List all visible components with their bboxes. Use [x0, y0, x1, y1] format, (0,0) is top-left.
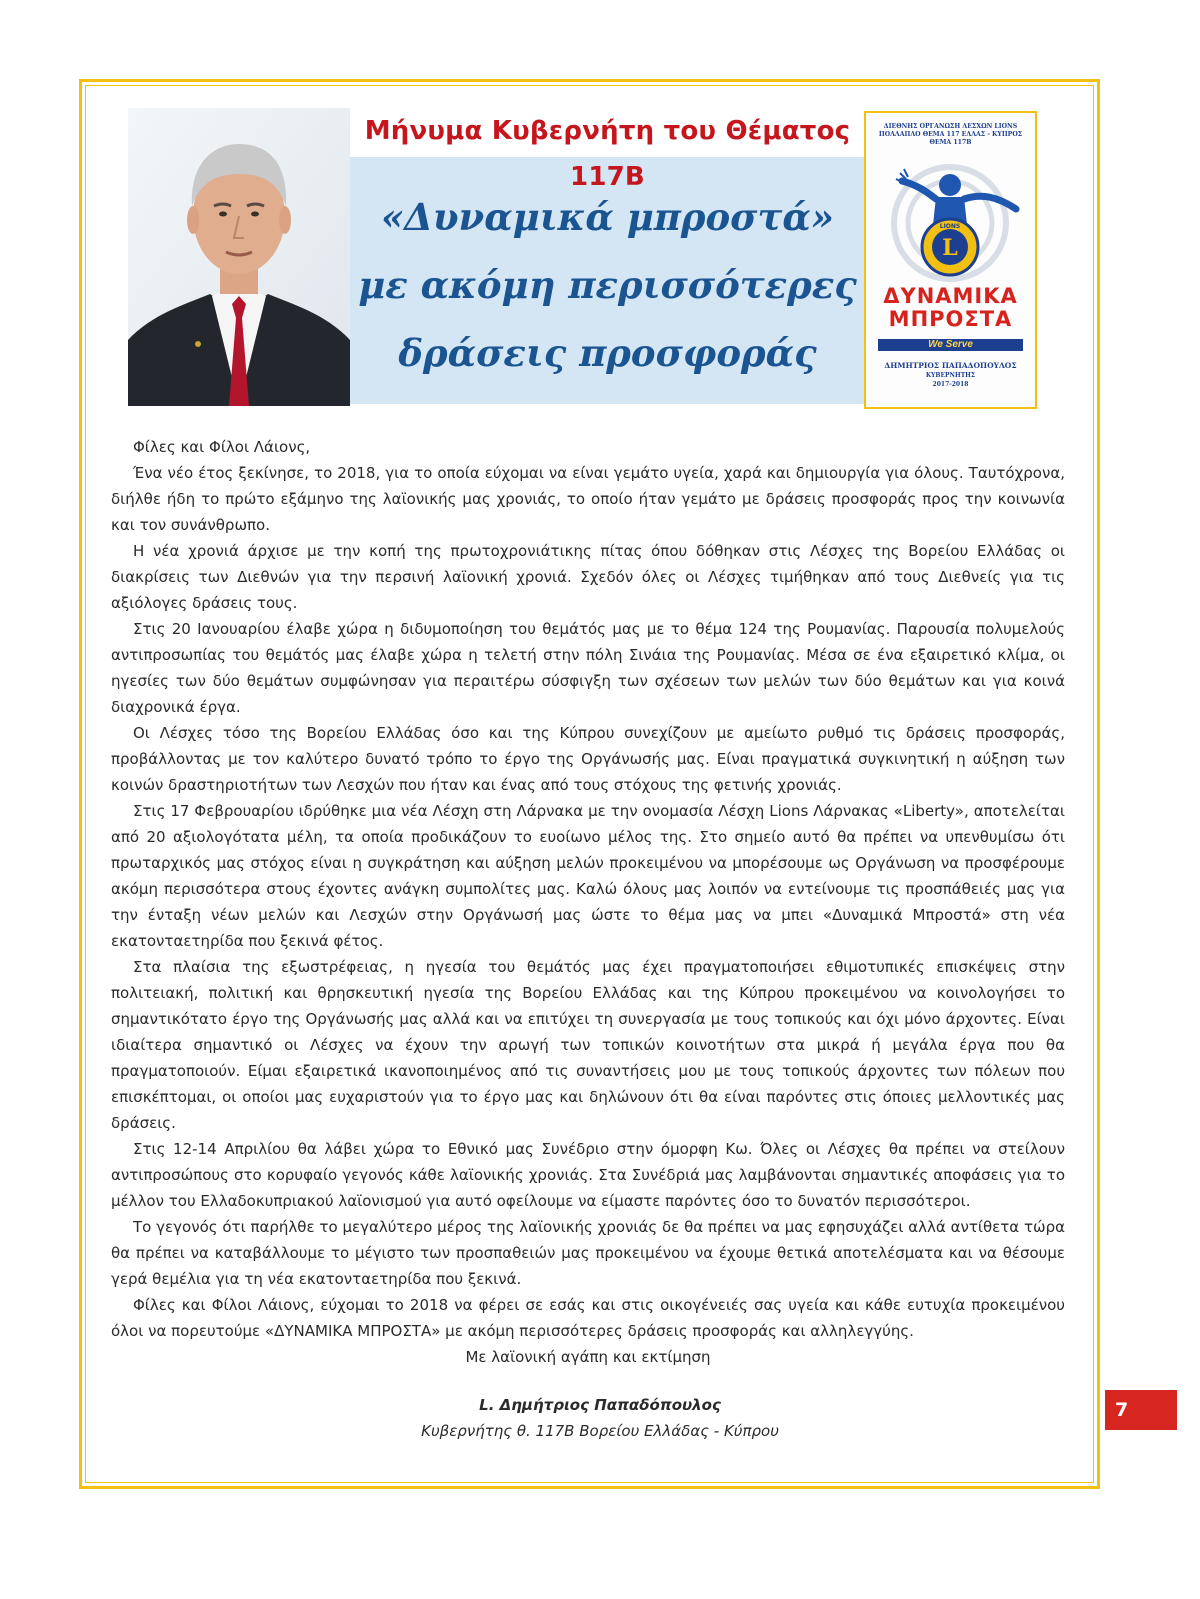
- logo-footer: ΔΗΜΗΤΡΙΟΣ ΠΑΠΑΔΟΠΟΥΛΟΣ ΚΥΒΕΡΝΗΤΗΣ 2017-2018: [884, 361, 1017, 388]
- signature-block: [250, 1392, 950, 1444]
- headline-line: με ακόμη περισσότερες: [358, 263, 857, 307]
- logo-slogan: ΔΥΝΑΜΙΚΑ ΜΠΡΟΣΤΑ: [883, 284, 1018, 331]
- headline-quote: [350, 183, 865, 387]
- svg-text:L: L: [942, 235, 958, 261]
- signature-name: L. Δημήτριος Παπαδόπουλος: [479, 1396, 721, 1414]
- logo-organization: ΔΙΕΘΝΗΣ ΟΡΓΑΝΩΣΗ ΛΕΣΧΩΝ LIONS ΠΟΛΛΑΠΛΟ ΘΕΜΑ 117 ΕΛΛΑΣ - ΚΥΠΡΟΣ ΘΕΜΑ 117Β: [878, 123, 1023, 146]
- letter-greeting: Φίλες και Φίλοι Λάιονς,: [133, 438, 311, 456]
- district-logo: [864, 111, 1037, 409]
- emblem-label: LIONS: [939, 223, 961, 230]
- letter-closing: Με λαϊονική αγάπη και εκτίμηση: [465, 1348, 711, 1366]
- letter-paragraph: Στις 17 Φεβρουαρίου ιδρύθηκε μια νέα Λέσχη στη Λάρνακα με την ονομασία Λέσχη Lions Λάρνακας «Liberty», αποτελείται από 20 αξιολογότατα μέλη, τα οποία προδικάζουν το ευοίωνο μέλος της. Στο σημείο αυτό θα πρέπει να υπενθυμίσω ότι πρωταρχικός μας στόχος είναι η συγκράτηση και αύξηση μελών προκειμένου να μπορέσουμε ως Οργάνωση να προσφέρουμε ακόμη περισσότερα στους έχοντες ανάγκη συμπολίτες μας. Καλώ όλους μας λοιπόν να εντείνουμε τις προσπάθειές μας για την ένταξη νέων μελών και Λεσχών στην Οργάνωσή μας ώστε το θέμα μας να μπει «Δυναμικά Μπροστά» στη νέα εκατονταετηρίδα που ξεκινά φέτος.: [111, 802, 1065, 950]
- signature-role: Κυβερνήτης θ. 117Β Βορείου Ελλάδας - Κύπρου: [421, 1422, 779, 1440]
- letter-paragraph: Το γεγονός ότι παρήλθε το μεγαλύτερο μέρος της λαϊονικής χρονιάς δε θα πρέπει να μας εφησυχάζει αλλά αντίθετα τώρα θα πρέπει να καταβάλλουμε το μέγιστο των προσπαθειών μας προκειμένου να έχουμε θετικά αποτελέσματα και να θέσουμε γερά θεμέλια για τη νέα εκατονταετηρίδα που ξεκινά.: [111, 1218, 1065, 1288]
- section-title: Μήνυμα Κυβερνήτη του Θέματος 117Β: [364, 116, 851, 192]
- letter-paragraph: Οι Λέσχες τόσο της Βορείου Ελλάδας όσο και της Κύπρου συνεχίζουν με αμείωτο ρυθμό τις δράσεις προσφοράς, προβάλλοντας με τον καλύτερο δυνατό τρόπο το έργο της Οργάνωσής μας. Είναι πραγματικά συγκινητική η αύξηση των κοινών δραστηριοτήτων των Λεσχών που ήταν και ένας από τους στόχους της φετινής χρονιάς.: [111, 724, 1065, 794]
- letter-paragraph: Φίλες και Φίλοι Λάιονς, εύχομαι το 2018 να φέρει σε εσάς και στις οικογένειές σας υγεία και κάθε ευτυχία προκειμένου όλοι να πορευτούμε «ΔΥΝΑΜΙΚΑ ΜΠΡΟΣΤΑ» με ακόμη περισσότερες δράσεις προσφοράς και αλληλεγγύης.: [111, 1296, 1065, 1340]
- letter-paragraph: Ένα νέο έτος ξεκίνησε, το 2018, για το οποία εύχομαι να είναι γεμάτο υγεία, χαρά και δημιουργία για όλους. Ταυτόχρονα, διήλθε ήδη το πρώτο εξάμηνο της λαϊονικής μας χρονιάς, το οποίο ήταν γεμάτο με δράσεις προσφοράς προς την κοινωνία και τον συνάνθρωπο.: [111, 464, 1065, 534]
- lions-emblem-icon: [920, 217, 980, 277]
- letter-paragraph: Η νέα χρονιά άρχισε με την κοπή της πρωτοχρονιάτικης πίτας όπου δόθηκαν στις Λέσχες της Βορείου Ελλάδας οι διακρίσεις των Διεθνών για την περσινή λαϊονική χρονιά. Σχεδόν όλες οι Λέσχες τιμήθηκαν από τους Διεθνείς για τις αξιόλογες δράσεις τους.: [111, 542, 1065, 612]
- letter-paragraph: Στις 12-14 Απριλίου θα λάβει χώρα το Εθνικό μας Συνέδριο στην όμορφη Κω. Όλες οι Λέσχες θα πρέπει να στείλουν αντιπροσώπους στο κορυφαίο γεγονός κάθε λαϊονικής χρονιάς. Στα Συνέδριά μας λαμβάνονται σημαντικές αποφάσεις για το μέλλον του Ελλαδοκυπριακού λαϊονισμού για αυτό οφείλουμε να είμαστε παρόντες όσο το δυνατόν περισσότεροι.: [111, 1140, 1065, 1210]
- page-number-tab: 7: [1105, 1390, 1177, 1430]
- governor-portrait: [128, 108, 350, 406]
- letter-paragraph: Στις 20 Ιανουαρίου έλαβε χώρα η διδυμοποίηση του θεμάτός μας με το θέμα 124 της Ρουμανίας. Παρουσία πολυμελούς αντιπροσωπίας του θεμάτός μας έλαβε χώρα η τελετή στην πόλη Σινάια της Ρουμανίας. Μέσα σε ένα εξαιρετικό κλίμα, οι ηγεσίες των δύο θεμάτων συμφώνησαν για περαιτέρω σύσφιγξη των σχέσεων των μελών των δύο θεμάτων και για κοινά διαχρονικά έργα.: [111, 620, 1065, 716]
- logo-motto: We Serve: [878, 339, 1023, 351]
- portrait-illustration: [128, 108, 350, 406]
- headline-line: δράσεις προσφοράς: [398, 331, 817, 375]
- letter-body: [111, 434, 1065, 1370]
- headline-line: «Δυναμικά μπροστά»: [381, 195, 834, 239]
- letter-paragraph: Στα πλαίσια της εξωστρέφειας, η ηγεσία του θεμάτός μας έχει πραγματοποιήσει εθιμοτυπικές επισκέψεις στην πολιτειακή, πολιτική και θρησκευτική ηγεσία της Βορείου Ελλάδας και της Κύπρου προκειμένου να κοινολογήσει το σημαντικότατο έργο της Οργάνωσής μας αλλά και να επιτύχει τη συνεργασία με τους τοπικούς και όχι μόνο άρχοντες. Είναι ιδιαίτερα σημαντικό οι Λέσχες να έχουν την αρωγή των τοπικών κοινοτήτων στα μικρά ή μεγάλα έργα που θα πραγματοποιούν. Είμαι εξαιρετικά ικανοποιημένος από τις συναντήσεις μου με τους τοπικούς άρχοντες των πόλεων που επισκέπτομαι, οι οποίοι μας ευχαριστούν για το έργο μας και δηλώνουν ότι θα είναι παρόντες στις όποιες μελλοντικές μας δράσεις.: [111, 958, 1065, 1132]
